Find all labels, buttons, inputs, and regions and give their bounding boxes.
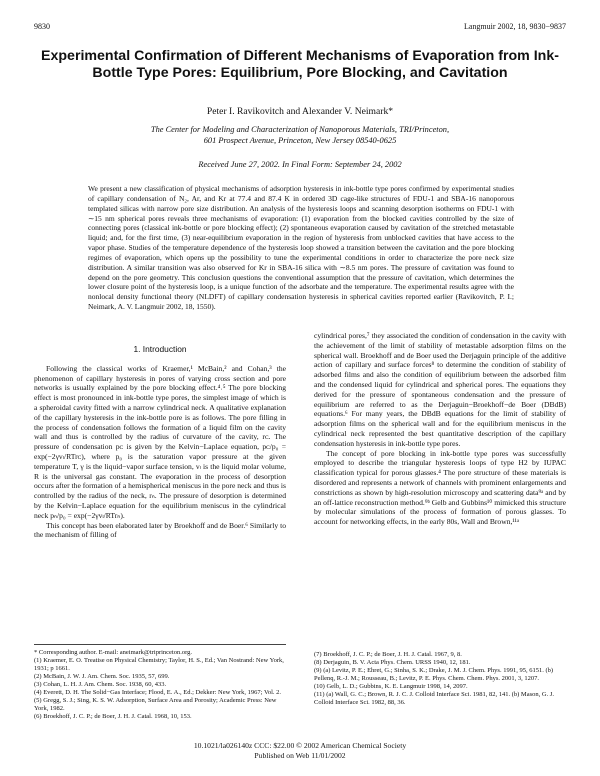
footnote: (5) Gregg, S. J.; Sing, K. S. W. Adsorption, Surface Area and Porosity; Academic Press: New York, 1982. xyxy=(34,697,277,712)
footnotes-right xyxy=(314,651,566,707)
left-column xyxy=(34,345,286,540)
intro-paragraph-4: The concept of pore blocking in ink-bottle type pores was successfully employed to describe the triangular hysteresis loops of type H2 by IUPAC classification typical for porous glasses.⁴ The pore structure of these materials is disordered and represents a network of channels with prominent enlargements and constrictions as shown by high-resolution microscopy and scattering data⁹ᵃ and by an off-lattice reconstruction method.⁹ᵇ Gelb and Gubbins¹⁰ mimicked this structure by molecular simulations of the process of formation of porous glasses. To account for networking effects, in the early 80s, Wall and Brown,¹¹ᵃ xyxy=(314,448,566,527)
intro-paragraph-3: cylindrical pores,⁷ they associated the condition of condensation in the cavity with the achievement of the limit of stability of metastable adsorption films on the spherical wall. Broekhoff and de Boer used the Derjaguin principle of the additive action of capillary and surface forces⁸ to determine the condition of stability of adsorbed films and also the condition of equilibrium between the adsorbed film and the condensed liquid for cylindrical and spherical pores. The equations they derived for the pressure of spontaneous condensation and the pressure of equilibrium are referred to as the Derjaguin−Broekhoff−de Boer (DBdB) equations.⁶ For many years, the DBdB equations for the limit of stability of adsorption films on the spherical wall and for the equilibrium meniscus in the cylindrical neck represented the best quantitative description of the capillary condensation hysteresis in ink-bottle type pores. xyxy=(314,331,566,448)
affiliation-line-2: 601 Prospect Avenue, Princeton, New Jersey 08540-0625 xyxy=(203,136,397,145)
footnote: (10) Gelb, L. D.; Gubbins, K. E. Langmuir 1998, 14, 2097. xyxy=(314,683,468,690)
author-list: Peter I. Ravikovitch and Alexander V. Neimark* xyxy=(206,106,394,117)
abstract: We present a new classification of physical mechanisms of adsorption hysteresis in ink-bottle type pores confirmed by experimental studies of capillary condensation of N₂, Ar, and Kr at 77.4 and 87.4 K in ordered 3D cage-like structures of FDU-1 and SBA-16 nanoporous templated silicas with narrow pore size distribution. An analysis of the hysteresis loops and scanning desorption isotherms on FDU-1 with ∼15 nm spherical pores reveals three mechanisms of evaporation: (1) evaporation from the blocked cavities controlled by the size of connecting pores (classical ink-bottle or pore blocking effect); (2) spontaneous evaporation caused by cavitation of the stretched metastable liquid; and, for the first time, (3) near-equilibrium evaporation in the region of hysteresis from unblocked cavities that have access to the vapor phase. Studies of the temperature dependence of the hysteresis loop showed a transition between the cavitation and the pore blocking regimes of evaporation, which opens up the possibility to tune the experimental conditions in order to characterize the pore neck size distribution. A similar transition was also observed for Kr in SBA-16 silica with ∼8.5 nm pores. The pressure of cavitation was found to depend on the pore geometry. This conclusion questions the conventional assumption that the pressure of cavitation, which determines the lower closure point of the hysteresis loop, is a unique function of the adsorbate and the temperature. The experimental results agree with the nonlocal density functional theory (NLDFT) of capillary condensation hysteresis in spherical cavities reported earlier (Ravikovitch, P. I.; Neimark, A. V. Langmuir 2002, 18, 1550). xyxy=(88,184,514,312)
publication-date: Published on Web 11/01/2002 xyxy=(254,751,346,760)
journal-reference: Langmuir 2002, 18, 9830−9837 xyxy=(463,22,566,31)
section-heading-introduction: 1. Introduction xyxy=(133,344,187,354)
page-footer xyxy=(0,741,600,761)
intro-paragraph-2: This concept has been elaborated later by Broekhoff and de Boer.⁶ Similarly to the mechanism of filling of xyxy=(34,520,286,540)
footnote: (9) (a) Levitz, P. E.; Ehret, G.; Sinha, S. K.; Drake, J. M. J. Chem. Phys. 1991, 95, 6151. (b) Pellenq, R.-J. M.; Rousseau, B.; Levitz, P. E. Phys. Chem. Chem. Phys. 2001, 3, 1207. xyxy=(314,667,554,682)
received-dates: Received June 27, 2002. In Final Form: September 24, 2002 xyxy=(198,160,402,169)
footnote: (7) Broekhoff, J. C. P.; de Boer, J. H. J. Catal. 1967, 9, 8. xyxy=(314,651,462,658)
footnote: (3) Cohan, L. H. J. Am. Chem. Soc. 1938, 60, 433. xyxy=(34,681,167,688)
footnote: * Corresponding author. E-mail: aneimark@triprinceton.org. xyxy=(34,649,193,656)
footnote: (4) Everett, D. H. The Solid−Gas Interface; Flood, E. A., Ed.; Dekker: New York, 1967; Vol. 2. xyxy=(34,689,282,696)
intro-paragraph-1: Following the classical works of Kraemer,¹ McBain,² and Cohan,³ the phenomenon of capillary hysteresis in pores of varying cross section and pore networks is usually explained by the pore blocking effect.⁴˒⁵ The pore blocking effect is most pronounced in ink-bottle type pores, the simplest image of which is a spheroidal cavity fitted with a narrow cylindrical neck. A qualitative explanation of the capillary hysteresis in the ink-bottle pore is as follows. The pore filling in the process of condensation follows the formation of a liquid film on the cavity wall and thus is controlled by the radius of curvature of the cavity, rᴄ. The pressure of condensation pᴄ is given by the Kelvin−Laplace equation, pᴄ/p₀ = exp(−2γvₗ/RTrᴄ), where p₀ is the saturation vapor pressure at the given temperature T, γ is the liquid−vapor surface tension, vₗ is the liquid molar volume, R is the universal gas constant. The evaporation in the process of desorption occurs after the formation of a hemispherical meniscus in the pore neck and thus is controlled by the radius of the neck, rₙ. The pressure of desorption is determined by the Kelvin−Laplace equation for the equilibrium meniscus in the cylindrical neck pₙ/p₀ = exp(−2γvₗ/RTrₙ). xyxy=(34,363,286,520)
footnote: (2) McBain, J. W. J. Am. Chem. Soc. 1935, 57, 699. xyxy=(34,673,170,680)
affiliation xyxy=(60,124,540,146)
page-number: 9830 xyxy=(34,22,50,31)
footnote: (1) Kraemer, E. O. Treatise on Physical Chemistry; Taylor, H. S., Ed.; Van Nostrand: New York, 1931; p 1661. xyxy=(34,657,284,672)
footnotes-left xyxy=(34,644,286,721)
footnote: (11) (a) Wall, G. C.; Brown, R. J. C. J. Colloid Interface Sci. 1981, 82, 141. (b) Mason, G. J. Colloid Interface Sci. 1982, 88, 36. xyxy=(314,691,554,706)
running-header xyxy=(34,22,566,34)
affiliation-line-1: The Center for Modeling and Characterization of Nanoporous Materials, TRI/Princeton, xyxy=(150,125,450,134)
footnote: (8) Derjaguin, B. V. Acta Phys. Chem. URSS 1940, 12, 181. xyxy=(314,659,471,666)
article-title: Experimental Confirmation of Different Mechanisms of Evaporation from Ink-Bottle Type Pores: Equilibrium, Pore Blocking, and Cavitation xyxy=(41,48,559,81)
footnote: (6) Broekhoff, J. C. P.; de Boer, J. H. J. Catal. 1968, 10, 153. xyxy=(34,713,192,720)
doi-line: 10.1021/la026140z CCC: $22.00 © 2002 American Chemical Society xyxy=(193,741,407,750)
right-column xyxy=(314,331,566,527)
